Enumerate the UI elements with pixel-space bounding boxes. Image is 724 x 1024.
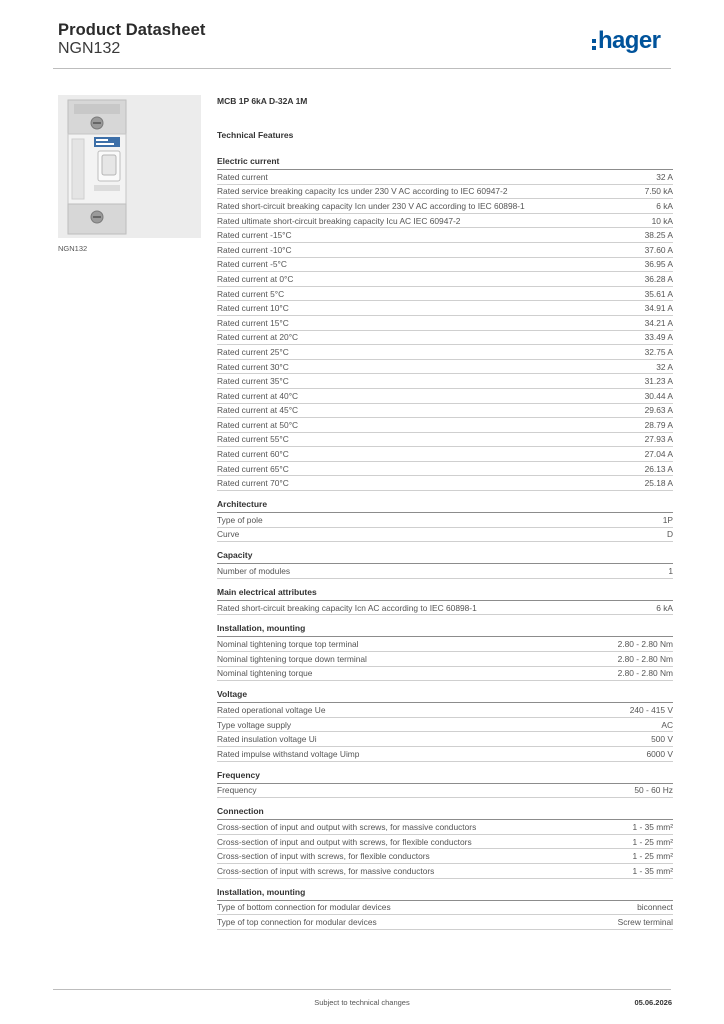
product-description: MCB 1P 6kA D-32A 1M <box>217 96 308 106</box>
feature-value: 28.79 A <box>644 419 673 430</box>
datasheet-content <box>217 96 673 938</box>
feature-value: 1 - 25 mm² <box>632 836 673 847</box>
feature-row <box>217 316 673 331</box>
feature-value: 1P <box>662 514 673 525</box>
feature-label: Rated current at 20°C <box>217 332 299 343</box>
feature-value: 29.63 A <box>644 405 673 416</box>
feature-value: 33.49 A <box>644 332 673 343</box>
footer-divider <box>53 989 671 990</box>
feature-value: 6 kA <box>656 602 673 613</box>
feature-value: AC <box>661 719 673 730</box>
feature-value: 500 V <box>651 734 673 745</box>
feature-row <box>217 703 673 718</box>
feature-value: biconnect <box>637 902 673 913</box>
feature-value: 10 kA <box>651 215 673 226</box>
feature-label: Nominal tightening torque <box>217 668 313 679</box>
feature-row <box>217 718 673 733</box>
section-title: Architecture <box>217 499 673 513</box>
section-title: Main electrical attributes <box>217 587 673 601</box>
feature-value: Screw terminal <box>617 916 673 927</box>
feature-row <box>217 476 673 491</box>
feature-row <box>217 374 673 389</box>
feature-sections <box>217 156 673 930</box>
feature-label: Rated short-circuit breaking capacity Icn AC according to IEC 60898-1 <box>217 602 477 613</box>
section-title: Installation, mounting <box>217 623 673 637</box>
feature-value: 2.80 - 2.80 Nm <box>617 653 673 664</box>
feature-row <box>217 331 673 346</box>
feature-value: 240 - 415 V <box>629 705 673 716</box>
section-title: Electric current <box>217 156 673 170</box>
feature-label: Nominal tightening torque down terminal <box>217 653 367 664</box>
feature-row <box>217 185 673 200</box>
feature-value: 6000 V <box>646 748 673 759</box>
feature-section <box>217 806 673 878</box>
feature-row <box>217 564 673 579</box>
feature-row <box>217 170 673 185</box>
feature-value: 32.75 A <box>644 346 673 357</box>
logo-dots-icon <box>592 36 596 50</box>
feature-row <box>217 835 673 850</box>
feature-value: 32 A <box>656 361 673 372</box>
section-title: Connection <box>217 806 673 820</box>
feature-label: Cross-section of input with screws, for flexible conductors <box>217 851 430 862</box>
feature-section <box>217 623 673 681</box>
section-title: Frequency <box>217 770 673 784</box>
feature-row <box>217 915 673 930</box>
feature-value: 31.23 A <box>644 376 673 387</box>
feature-label: Rated short-circuit breaking capacity Icn under 230 V AC according to IEC 60898-1 <box>217 200 525 211</box>
feature-value: 1 - 35 mm² <box>632 865 673 876</box>
feature-label: Rated operational voltage Ue <box>217 705 326 716</box>
feature-row <box>217 513 673 528</box>
feature-value: 1 - 25 mm² <box>632 851 673 862</box>
feature-section <box>217 587 673 616</box>
feature-row <box>217 199 673 214</box>
feature-row <box>217 404 673 419</box>
feature-label: Frequency <box>217 785 257 796</box>
feature-label: Nominal tightening torque top terminal <box>217 639 359 650</box>
feature-value: D <box>666 529 673 540</box>
feature-row <box>217 301 673 316</box>
feature-row <box>217 447 673 462</box>
feature-label: Rated current 25°C <box>217 346 289 357</box>
feature-value: 35.61 A <box>644 288 673 299</box>
feature-row <box>217 287 673 302</box>
feature-row <box>217 272 673 287</box>
feature-label: Rated current 65°C <box>217 463 289 474</box>
feature-label: Rated current 70°C <box>217 478 289 489</box>
feature-label: Cross-section of input with screws, for massive conductors <box>217 865 435 876</box>
circuit-breaker-image <box>58 95 201 238</box>
feature-label: Type of top connection for modular devices <box>217 916 377 927</box>
feature-value: 7.50 kA <box>644 186 673 197</box>
feature-label: Cross-section of input and output with screws, for flexible conductors <box>217 836 472 847</box>
logo-text: hager <box>598 27 661 54</box>
feature-value: 30.44 A <box>644 390 673 401</box>
page-title: Product Datasheet <box>58 21 206 39</box>
feature-value: 1 <box>668 566 673 577</box>
feature-value: 2.80 - 2.80 Nm <box>617 639 673 650</box>
feature-label: Rated service breaking capacity Ics under 230 V AC according to IEC 60947-2 <box>217 186 508 197</box>
feature-label: Rated current at 0°C <box>217 273 294 284</box>
feature-value: 36.95 A <box>644 259 673 270</box>
feature-row <box>217 214 673 229</box>
feature-label: Type voltage supply <box>217 719 292 730</box>
section-title: Installation, mounting <box>217 887 673 901</box>
feature-row <box>217 849 673 864</box>
feature-label: Rated impulse withstand voltage Uimp <box>217 748 360 759</box>
feature-label: Rated current 5°C <box>217 288 285 299</box>
feature-label: Rated current 35°C <box>217 376 289 387</box>
feature-row <box>217 667 673 682</box>
feature-row <box>217 652 673 667</box>
feature-section <box>217 887 673 930</box>
feature-row <box>217 784 673 799</box>
feature-row <box>217 258 673 273</box>
feature-value: 36.28 A <box>644 273 673 284</box>
feature-row <box>217 243 673 258</box>
feature-row <box>217 864 673 879</box>
feature-value: 27.04 A <box>644 449 673 460</box>
feature-value: 50 - 60 Hz <box>634 785 673 796</box>
feature-label: Rated current -5°C <box>217 259 287 270</box>
feature-section <box>217 550 673 579</box>
feature-row <box>217 820 673 835</box>
feature-value: 34.91 A <box>644 303 673 314</box>
feature-row <box>217 345 673 360</box>
feature-label: Rated current 55°C <box>217 434 289 445</box>
product-code: NGN132 <box>58 40 121 57</box>
feature-section <box>217 156 673 491</box>
footer-date: 05.06.2026 <box>634 998 672 1007</box>
section-title: Capacity <box>217 550 673 564</box>
feature-label: Rated current 10°C <box>217 303 289 314</box>
feature-label: Rated current -15°C <box>217 230 292 241</box>
product-image <box>58 95 201 238</box>
header-divider <box>53 68 671 69</box>
feature-section <box>217 689 673 761</box>
feature-value: 6 kA <box>656 200 673 211</box>
feature-row <box>217 637 673 652</box>
feature-value: 34.21 A <box>644 317 673 328</box>
hager-logo <box>592 29 660 53</box>
feature-row <box>217 462 673 477</box>
feature-label: Type of pole <box>217 514 263 525</box>
feature-label: Rated current 30°C <box>217 361 289 372</box>
feature-row <box>217 433 673 448</box>
feature-value: 25.18 A <box>644 478 673 489</box>
feature-label: Rated current <box>217 171 268 182</box>
footer-note: Subject to technical changes <box>314 998 410 1007</box>
feature-row <box>217 389 673 404</box>
feature-row <box>217 732 673 747</box>
feature-row <box>217 418 673 433</box>
feature-label: Number of modules <box>217 566 291 577</box>
feature-label: Rated current at 50°C <box>217 419 299 430</box>
feature-value: 38.25 A <box>644 230 673 241</box>
feature-row <box>217 601 673 616</box>
feature-label: Curve <box>217 529 240 540</box>
feature-label: Rated current at 45°C <box>217 405 299 416</box>
feature-section <box>217 770 673 799</box>
feature-label: Cross-section of input and output with screws, for massive conductors <box>217 821 477 832</box>
technical-features-heading: Technical Features <box>217 130 294 140</box>
feature-value: 26.13 A <box>644 463 673 474</box>
feature-row <box>217 360 673 375</box>
feature-label: Rated insulation voltage Ui <box>217 734 317 745</box>
feature-row <box>217 228 673 243</box>
feature-row <box>217 747 673 762</box>
feature-value: 1 - 35 mm² <box>632 821 673 832</box>
feature-value: 32 A <box>656 171 673 182</box>
feature-value: 27.93 A <box>644 434 673 445</box>
image-caption: NGN132 <box>58 244 88 253</box>
feature-row <box>217 901 673 916</box>
feature-label: Type of bottom connection for modular devices <box>217 902 391 913</box>
feature-label: Rated current at 40°C <box>217 390 299 401</box>
feature-label: Rated current 15°C <box>217 317 289 328</box>
feature-label: Rated current 60°C <box>217 449 289 460</box>
feature-value: 2.80 - 2.80 Nm <box>617 668 673 679</box>
feature-section <box>217 499 673 542</box>
feature-label: Rated current -10°C <box>217 244 292 255</box>
feature-row <box>217 528 673 543</box>
feature-label: Rated ultimate short-circuit breaking capacity Icu AC IEC 60947-2 <box>217 215 461 226</box>
feature-value: 37.60 A <box>644 244 673 255</box>
section-title: Voltage <box>217 689 673 703</box>
